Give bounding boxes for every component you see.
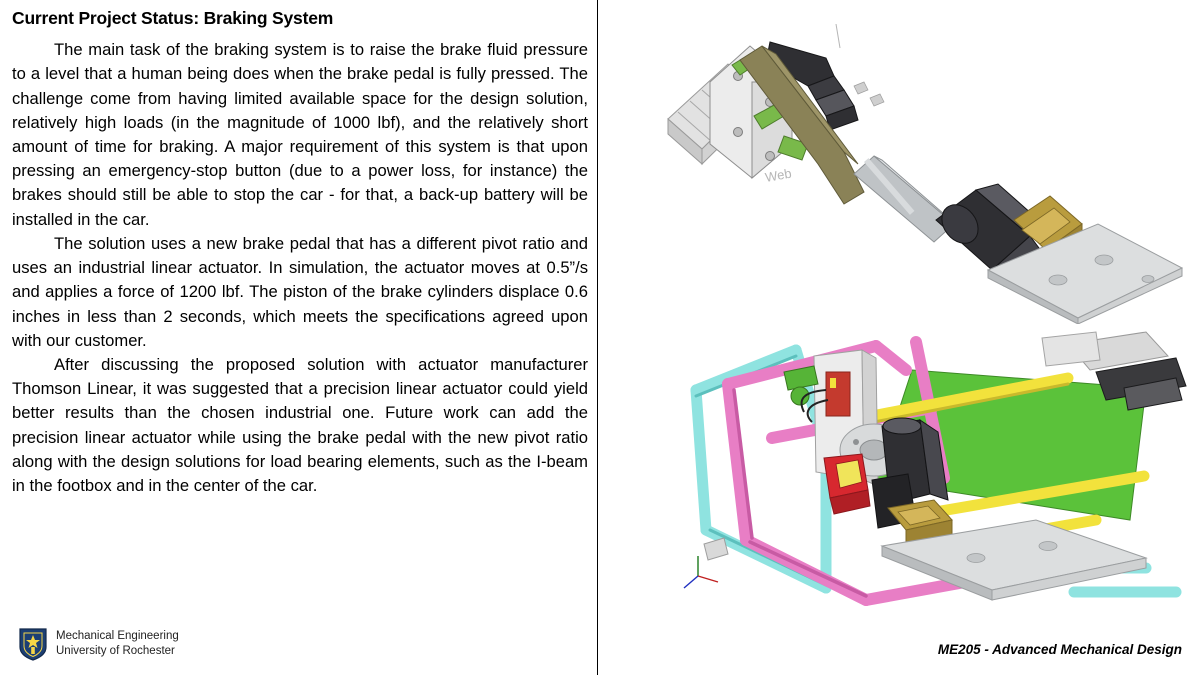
cad-chassis-assembly (676, 330, 1188, 618)
body-text (12, 38, 588, 498)
paragraph-3: After discussing the proposed solution with actuator manufacturer Thomson Linear, it was suggested that a precision linear actuator could yield better results than the chosen industrial one. Future work can add the precision linear actuator while using the brake pedal with the new pivot ratio along with the design solutions for load bearing elements, such as the I-beam in the footbox and in the center of the car. (12, 354, 588, 496)
logo-line-2: University of Rochester (56, 645, 175, 657)
paragraph-1: The main task of the braking system is to raise the brake fluid pressure to a level that a human being does when the brake pedal is fully pressed. The challenge come from having limited available space for the design solution, relatively high loads (in the magnitude of 1000 lbf), and the relatively short amount of time for braking. A major requirement of this system is that upon pressing an emergency-stop button (due to a power loss, for instance) the brakes should still be able to stop the car - for that, a back-up battery will be installed in the car. (12, 40, 588, 229)
shield-crest-icon (18, 627, 48, 661)
logo-text (56, 629, 179, 659)
logo-line-1: Mechanical Engineering (56, 630, 179, 643)
university-logo (18, 627, 179, 661)
course-label: ME205 - Advanced Mechanical Design (937, 642, 1182, 657)
text-column (0, 0, 596, 675)
cad-brake-actuator-assembly (658, 24, 1188, 324)
figure-column (598, 0, 1200, 675)
page-title: Current Project Status: Braking System (12, 8, 334, 28)
svg-text:Web: Web (763, 165, 793, 185)
paragraph-2: The solution uses a new brake pedal that has a different pivot ratio and uses an industrial linear actuator. In simulation, the actuator moves at 0.5”/s and applies a force of 1200 lbf. The piston of the brake cylinders displace 0.6 inches in less than 2 seconds, which meets the specifications agreed upon with our customer. (12, 233, 588, 350)
